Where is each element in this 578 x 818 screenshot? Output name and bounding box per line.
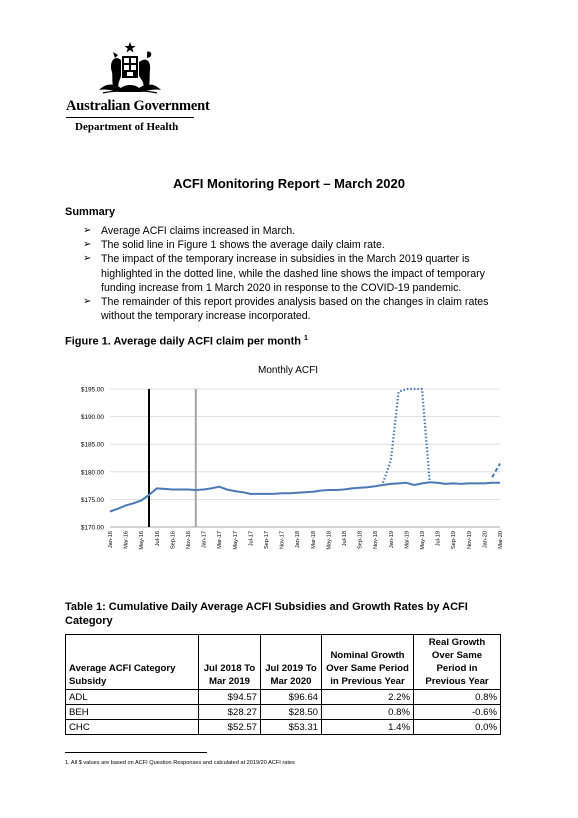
- x-tick-label: Jan-19: [388, 531, 395, 549]
- chart-title: Monthly ACFI: [257, 365, 319, 376]
- table-cell: $96.64: [261, 690, 322, 705]
- header-divider: [66, 117, 194, 118]
- acfi-subsidy-table: [65, 634, 501, 735]
- series-line-solid: [110, 482, 500, 511]
- figure-caption-text: Figure 1. Average daily ACFI claim per month: [65, 335, 301, 348]
- department-name: Department of Health: [75, 121, 179, 133]
- column-header: Jul 2019 To Mar 2020: [261, 635, 322, 690]
- table-row: [66, 720, 501, 735]
- series-line-dashed: [492, 464, 500, 478]
- column-header: Average ACFI Category Subsidy: [66, 635, 199, 690]
- coat-of-arms-logo: [95, 40, 165, 98]
- footnote: [65, 760, 295, 766]
- x-tick-label: May-16: [139, 531, 146, 550]
- x-tick-label: Jul-18: [342, 531, 348, 547]
- summary-bullet: [83, 224, 518, 238]
- x-tick-label: Jan-20: [482, 531, 489, 549]
- x-tick-label: Sep-16: [170, 531, 177, 550]
- footnote-text: . All $ values are based on ACFI Question Responses and calculated at 2019/20 ACFI rates: [68, 760, 295, 766]
- arrow-bullet-icon: ➢: [83, 296, 92, 308]
- table-header-row: [66, 635, 501, 690]
- y-tick-label: $180.00: [80, 469, 104, 477]
- series-line-dotted: [383, 389, 430, 483]
- table-cell: 0.8%: [414, 690, 501, 705]
- table-cell: $53.31: [261, 720, 322, 735]
- table-cell: $94.57: [199, 690, 261, 705]
- table-cell: CHC: [66, 720, 199, 735]
- x-tick-label: Nov-18: [373, 531, 380, 550]
- y-tick-label: $175.00: [80, 496, 104, 504]
- table-row: [66, 690, 501, 705]
- x-tick-label: Nov-17: [279, 531, 286, 550]
- x-tick-label: Jul-16: [154, 531, 161, 547]
- x-tick-label: Sep-18: [357, 531, 364, 550]
- y-tick-label: $170.00: [80, 524, 104, 532]
- footnote-divider: [65, 752, 207, 753]
- monthly-acfi-chart: [68, 355, 508, 585]
- summary-bullet-text: The solid line in Figure 1 shows the average daily claim rate.: [101, 239, 385, 252]
- table-cell: -0.6%: [414, 705, 501, 720]
- x-tick-label: May-18: [326, 531, 333, 550]
- table-cell: $52.57: [199, 720, 261, 735]
- x-tick-label: Jul-19: [435, 531, 442, 547]
- chart-gridlines: [110, 389, 500, 527]
- table-cell: 0.8%: [322, 705, 414, 720]
- table-cell: BEH: [66, 705, 199, 720]
- table-cell: ADL: [66, 690, 199, 705]
- y-tick-label: $195.00: [80, 386, 104, 394]
- arrow-bullet-icon: ➢: [83, 253, 92, 265]
- x-tick-label: Mar-17: [217, 531, 224, 549]
- table-cell: 0.0%: [414, 720, 501, 735]
- x-tick-label: Jul-17: [248, 531, 255, 547]
- chart-series: [110, 389, 500, 512]
- table-caption: Table 1: Cumulative Daily Average ACFI Subsidies and Growth Rates by ACFI Category: [65, 601, 468, 627]
- table-row: [66, 705, 501, 720]
- x-tick-label: May-17: [232, 531, 239, 550]
- column-header: Nominal Growth Over Same Period in Previous Year: [322, 635, 414, 690]
- summary-heading: Summary: [65, 206, 116, 218]
- x-tick-label: Sep-19: [451, 531, 458, 550]
- summary-bullet: [83, 252, 518, 295]
- table-cell: $28.27: [199, 705, 261, 720]
- arrow-bullet-icon: ➢: [83, 225, 92, 236]
- table-cell: 1.4%: [322, 720, 414, 735]
- report-title: ACFI Monitoring Report – March 2020: [173, 176, 405, 191]
- footnote-number: 1: [65, 760, 69, 766]
- x-tick-label: Mar-18: [310, 531, 317, 549]
- x-tick-label: May-19: [420, 531, 426, 550]
- table-cell: $28.50: [261, 705, 322, 720]
- x-tick-label: Mar-20: [498, 531, 504, 549]
- arrow-bullet-icon: ➢: [83, 239, 92, 251]
- summary-list: [83, 224, 518, 323]
- column-header: Jul 2018 To Mar 2019: [199, 635, 261, 690]
- y-tick-label: $190.00: [80, 414, 104, 422]
- summary-bullet-text: Average ACFI claims increased in March.: [101, 225, 296, 237]
- table-cell: 2.2%: [322, 690, 414, 705]
- x-tick-label: Mar-19: [404, 531, 411, 549]
- vertical-markers: [149, 389, 196, 527]
- x-axis-ticks: [108, 531, 504, 550]
- x-tick-label: Nov-19: [466, 531, 473, 550]
- x-tick-label: Jan-17: [201, 531, 208, 549]
- summary-bullet: [83, 238, 518, 252]
- figure-footnote-ref: 1: [304, 335, 308, 342]
- figure-caption: [65, 335, 308, 348]
- y-axis-ticks: [81, 387, 105, 532]
- x-tick-label: Sep-17: [264, 531, 270, 550]
- summary-bullet: [83, 295, 518, 323]
- x-tick-label: Nov-16: [186, 531, 192, 550]
- government-name: Australian Government: [66, 98, 210, 114]
- y-tick-label: $185.00: [80, 441, 104, 449]
- x-tick-label: Mar-16: [123, 531, 130, 549]
- summary-bullet-text: The impact of the temporary increase in subsidies in the March 2019 quarter is highlighted in the dotted line, while the dashed line shows the impact of temporary funding increase from 1 March 2020 in response to the COVID-19 pandemic.: [101, 253, 485, 294]
- x-tick-label: Jan-16: [108, 531, 114, 549]
- x-tick-label: Jan-18: [295, 531, 302, 549]
- summary-bullet-text: The remainder of this report provides analysis based on the changes in claim rates without the temporary increase incorporated.: [101, 296, 489, 323]
- column-header: Real Growth Over Same Period in Previous Year: [414, 635, 501, 690]
